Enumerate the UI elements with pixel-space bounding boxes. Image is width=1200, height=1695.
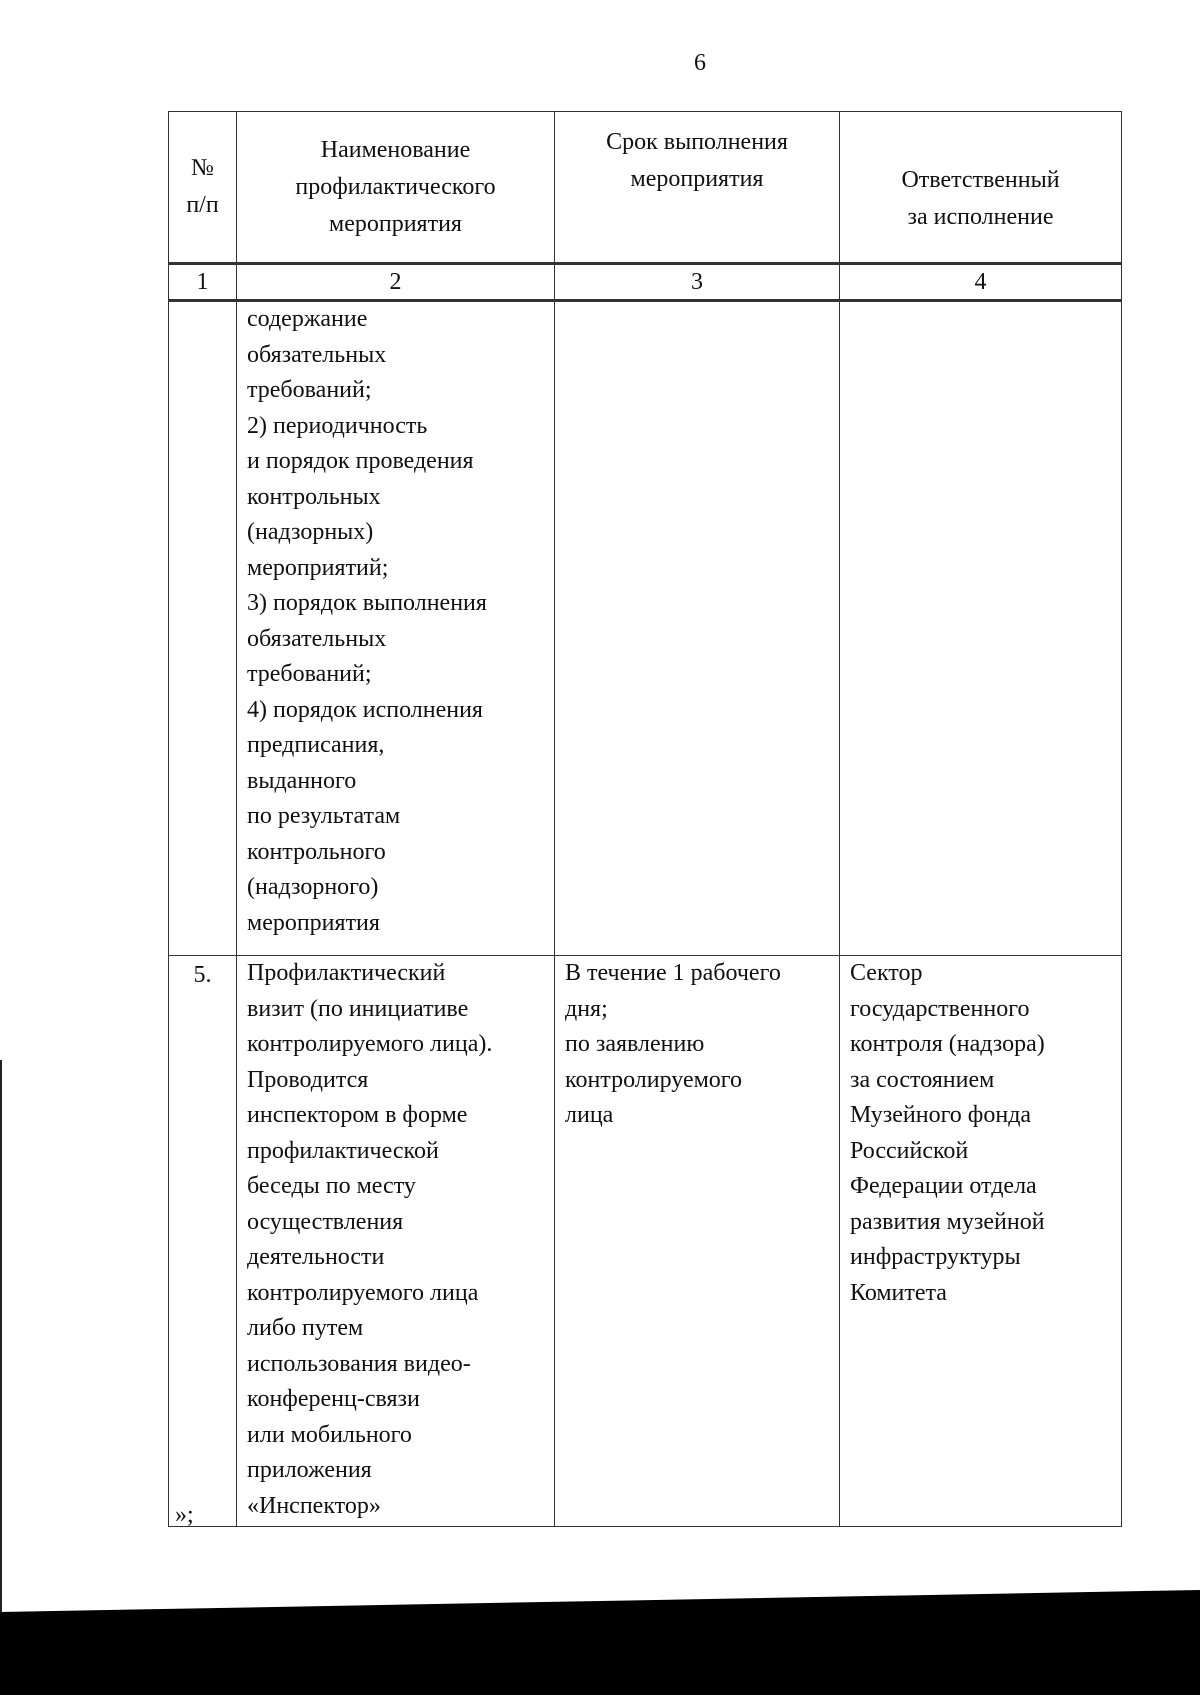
column-number-row <box>169 264 1122 301</box>
text-line: выданного <box>247 767 357 794</box>
text-line: 2) периодичность <box>247 412 428 439</box>
table-row-continuation <box>169 301 1122 956</box>
text-line: (надзорного) <box>247 874 379 900</box>
text-line: Проводится <box>247 1066 369 1093</box>
text-line: требований; <box>247 377 372 403</box>
text-line: Музейного фонда <box>850 1102 1032 1128</box>
column-number: 1 <box>169 264 237 301</box>
text-line: профилактической <box>247 1137 439 1164</box>
row-number-cell <box>169 301 237 956</box>
prevention-measures-table <box>168 111 1122 1527</box>
text-line: Профилактический <box>247 960 446 986</box>
page-number: 6 <box>694 50 706 76</box>
header-line: Ответственный <box>901 167 1060 193</box>
text-line: инфраструктуры <box>850 1244 1021 1270</box>
header-line: Срок выполнения <box>606 129 788 155</box>
text-line: предписания, <box>247 732 385 758</box>
text-line: либо путем <box>247 1315 364 1341</box>
text-line: контрольного <box>247 838 386 865</box>
text-line: визит (по инициативе <box>247 995 469 1022</box>
text-line: контролируемого <box>565 1066 743 1093</box>
responsible-cell <box>840 956 1122 1527</box>
header-responsible <box>840 112 1122 264</box>
text-line: по заявлению <box>565 1031 705 1057</box>
text-line: «Инспектор» <box>247 1492 381 1519</box>
text-line: конференц-связи <box>247 1386 420 1412</box>
scan-shadow-slope <box>0 1590 1200 1612</box>
text-line: и порядок проведения <box>247 448 474 474</box>
text-line: требований; <box>247 661 372 687</box>
header-line: мероприятия <box>630 166 764 192</box>
responsible-text <box>840 956 1121 1311</box>
text-line: Комитета <box>850 1279 947 1306</box>
text-line: приложения <box>247 1457 372 1483</box>
text-line: лица <box>565 1102 614 1128</box>
header-term <box>555 112 840 264</box>
text-line: развития музейной <box>850 1208 1045 1235</box>
header-line: № <box>191 155 214 181</box>
measure-name-cell <box>237 301 555 956</box>
column-number: 4 <box>840 264 1122 301</box>
header-line: мероприятия <box>329 210 462 237</box>
header-measure-name <box>237 112 555 264</box>
column-number: 2 <box>237 264 555 301</box>
text-line: содержание <box>247 306 368 332</box>
measure-name-text <box>237 956 554 1524</box>
header-line: Наименование <box>320 136 471 163</box>
text-line: мероприятия <box>247 909 380 936</box>
text-line: по результатам <box>247 803 401 829</box>
text-line: контроля (надзора) <box>850 1031 1045 1057</box>
header-line: за исполнение <box>907 204 1054 230</box>
text-line: Федерации отдела <box>850 1173 1037 1199</box>
row-number-cell <box>169 956 237 1527</box>
table-header-row <box>169 112 1122 264</box>
text-line: контролируемого лица <box>247 1279 479 1306</box>
text-line: за состоянием <box>850 1066 995 1093</box>
text-line: деятельности <box>247 1244 385 1270</box>
text-line: обязательных <box>247 341 387 368</box>
text-line: В течение 1 рабочего <box>565 960 781 986</box>
scan-edge-line <box>0 1060 2 1640</box>
header-number <box>169 112 237 264</box>
text-line: инспектором в форме <box>247 1102 468 1128</box>
text-line: беседы по месту <box>247 1173 416 1199</box>
text-line: обязательных <box>247 625 387 652</box>
text-line: Российской <box>850 1137 969 1164</box>
text-line: осуществления <box>247 1208 404 1235</box>
text-line: мероприятий; <box>247 554 389 581</box>
text-line: контролируемого лица). <box>247 1031 493 1057</box>
column-number: 3 <box>555 264 840 301</box>
text-line: контрольных <box>247 483 381 510</box>
scan-shadow-band <box>0 1612 1200 1695</box>
header-line: п/п <box>186 192 219 218</box>
term-text <box>555 956 839 1134</box>
text-line: или мобильного <box>247 1421 412 1448</box>
text-line: дня; <box>565 995 608 1022</box>
responsible-cell <box>840 301 1122 956</box>
text-line: государственного <box>850 995 1030 1022</box>
text-line: использования видео- <box>247 1350 471 1377</box>
text-line: Сектор <box>850 960 923 986</box>
term-cell <box>555 956 840 1527</box>
row-number: 5. <box>193 962 212 988</box>
table-row-5 <box>169 956 1122 1527</box>
term-cell <box>555 301 840 956</box>
text-line: 3) порядок выполнения <box>247 590 487 616</box>
closing-quote-mark: »; <box>175 1502 194 1528</box>
measure-name-text <box>237 302 554 941</box>
header-line: профилактического <box>295 173 496 200</box>
measure-name-cell <box>237 956 555 1527</box>
text-line: (надзорных) <box>247 519 374 545</box>
text-line: 4) порядок исполнения <box>247 696 483 723</box>
